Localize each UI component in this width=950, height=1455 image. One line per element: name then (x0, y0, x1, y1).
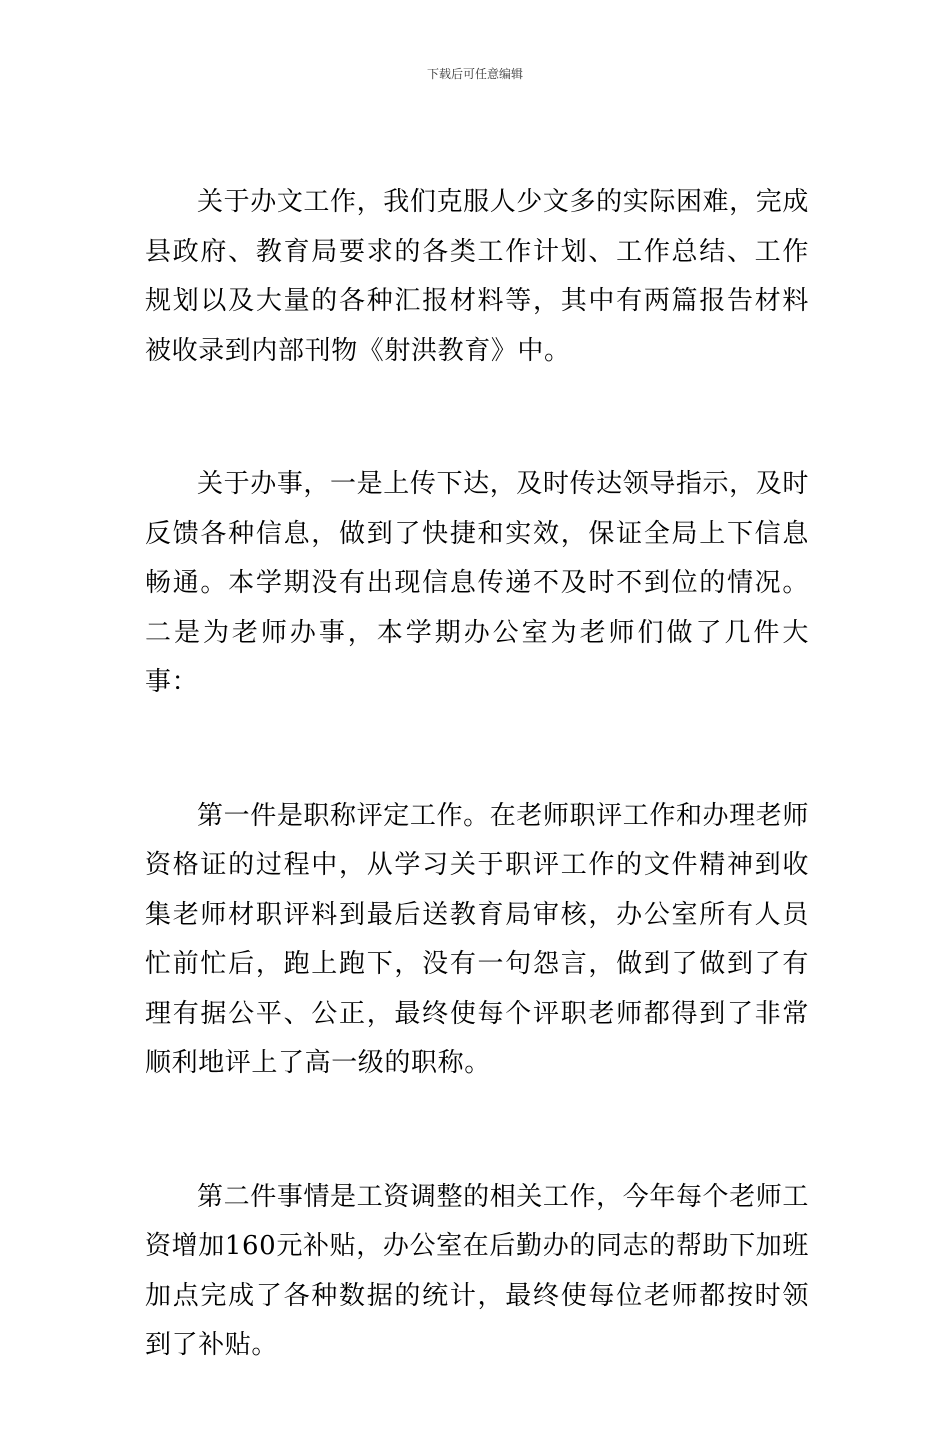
page-header: 下载后可任意编辑 (426, 67, 523, 81)
paragraph-affairs: 关于办事，一是上传下达，及时传达领导指示，及时反馈各种信息，做到了快捷和实效，保证全局上下信息畅通。本学期没有出现信息传递不及时不到位的情况。二是为老师办事，本学期办公室为老师们做了几件大事： (145, 469, 809, 697)
document-body (145, 178, 809, 1455)
paragraph-salary-adjustment: 第二件事情是工资调整的相关工作，今年每个老师工资增加160元补贴，办公室在后勤办的同志的帮助下加班加点完成了各种数据的统计，最终使每位老师都按时领到了补贴。 (145, 1181, 809, 1360)
paragraph-title-evaluation: 第一件是职称评定工作。在老师职评工作和办理老师资格证的过程中，从学习关于职评工作的文件精神到收集老师材职评料到最后送教育局审核，办公室所有人员忙前忙后，跑上跑下，没有一句怨言，做到了做到了有理有据公平、公正，最终使每个评职老师都得到了非常顺利地评上了高一级的职称。 (145, 800, 809, 1078)
paragraph-document-work: 关于办文工作，我们克服人少文多的实际困难，完成县政府、教育局要求的各类工作计划、工作总结、工作规划以及大量的各种汇报材料等，其中有两篇报告材料被收录到内部刊物《射洪教育》中。 (145, 187, 809, 366)
